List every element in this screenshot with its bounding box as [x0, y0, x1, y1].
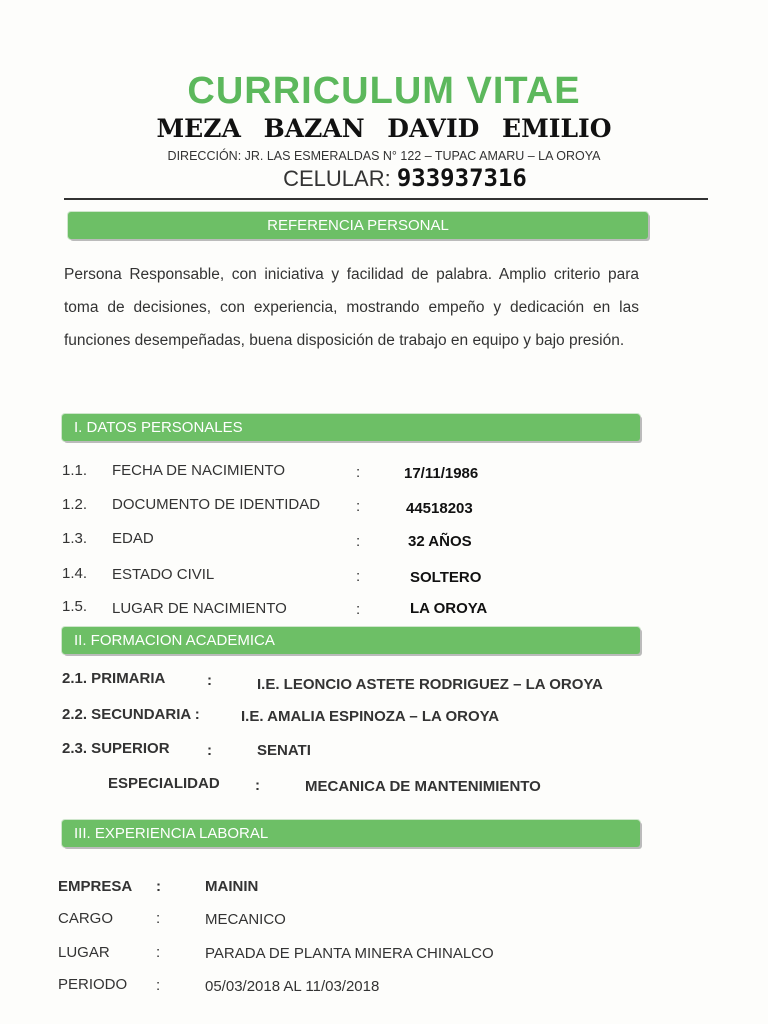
datos-row-sep: : [356, 568, 361, 585]
section-heading-datos: I. DATOS PERSONALES [62, 414, 640, 441]
datos-row-value: SOLTERO [410, 569, 482, 586]
formacion-row-label: 2.3. SUPERIOR [62, 740, 170, 757]
datos-row-value: 44518203 [406, 500, 473, 517]
datos-row-label: EDAD [112, 530, 154, 547]
experiencia-row-value: MECANICO [205, 911, 286, 928]
datos-row-label: FECHA DE NACIMIENTO [112, 462, 286, 479]
phone-label: CELULAR: [283, 166, 397, 191]
experiencia-row-label: LUGAR [58, 944, 110, 961]
experiencia-row-label: EMPRESA [58, 878, 133, 895]
formacion-row-value: I.E. AMALIA ESPINOZA – LA OROYA [241, 708, 500, 725]
experiencia-row-sep: : [156, 878, 161, 895]
formacion-row-value: SENATI [257, 742, 311, 759]
datos-row-num: 1.5. [62, 598, 88, 615]
formacion-row-sep: : [255, 777, 260, 794]
section-heading-formacion: II. FORMACION ACADEMICA [62, 627, 640, 654]
experiencia-row-label: PERIODO [58, 976, 128, 993]
datos-row-value: LA OROYA [410, 600, 488, 617]
datos-row-value: 17/11/1986 [404, 465, 479, 482]
experiencia-row-value: 05/03/2018 AL 11/03/2018 [205, 978, 380, 995]
section-heading-experiencia: III. EXPERIENCIA LABORAL [62, 820, 640, 847]
formacion-row-sep: : [207, 742, 212, 759]
referencia-text: Persona Responsable, con iniciativa y facilidad de palabra. Amplio criterio para toma de decisiones, con experiencia, mostrando empeño y dedicación en las funciones desempeñadas, buena disposición de trabajo en equipo y bajo presión. [64, 266, 639, 349]
experiencia-row-value: MAININ [205, 878, 259, 895]
formacion-row-value: MECANICA DE MANTENIMIENTO [305, 778, 541, 795]
phone-line [0, 164, 768, 192]
formacion-row-value: I.E. LEONCIO ASTETE RODRIGUEZ – LA OROYA [257, 676, 603, 693]
datos-row-num: 1.2. [62, 496, 88, 513]
experiencia-row-sep: : [156, 944, 161, 961]
datos-row-sep: : [356, 498, 361, 515]
formacion-row-sep: : [207, 672, 212, 689]
datos-row-value: 32 AÑOS [408, 533, 472, 550]
experiencia-row-label: CARGO [58, 910, 114, 927]
header-divider [64, 198, 708, 200]
candidate-name: MEZA BAZAN DAVID EMILIO [156, 114, 612, 143]
experiencia-row-sep: : [156, 910, 161, 927]
formacion-row-label: 2.1. PRIMARIA [62, 670, 166, 687]
experiencia-row-value: PARADA DE PLANTA MINERA CHINALCO [205, 945, 494, 962]
datos-row-num: 1.4. [62, 565, 88, 582]
datos-row-sep: : [356, 464, 361, 481]
datos-row-num: 1.3. [62, 530, 88, 547]
datos-row-num: 1.1. [62, 462, 88, 479]
datos-row-label: DOCUMENTO DE IDENTIDAD [112, 496, 321, 513]
document-title: CURRICULUM VITAE [187, 70, 581, 112]
section-heading-referencia: REFERENCIA PERSONAL [68, 212, 648, 239]
datos-row-label: ESTADO CIVIL [112, 566, 215, 583]
datos-row-sep: : [356, 601, 361, 618]
experiencia-row-sep: : [156, 977, 161, 994]
datos-row-label: LUGAR DE NACIMIENTO [112, 600, 287, 617]
datos-row-sep: : [356, 533, 361, 550]
formacion-row-label: ESPECIALIDAD [108, 775, 220, 792]
phone-number: 933937316 [396, 164, 527, 192]
formacion-row-label: 2.2. SECUNDARIA : [62, 706, 200, 723]
address-line: DIRECCIÓN: JR. LAS ESMERALDAS N° 122 – TUPAC AMARU – LA OROYA [167, 149, 601, 163]
